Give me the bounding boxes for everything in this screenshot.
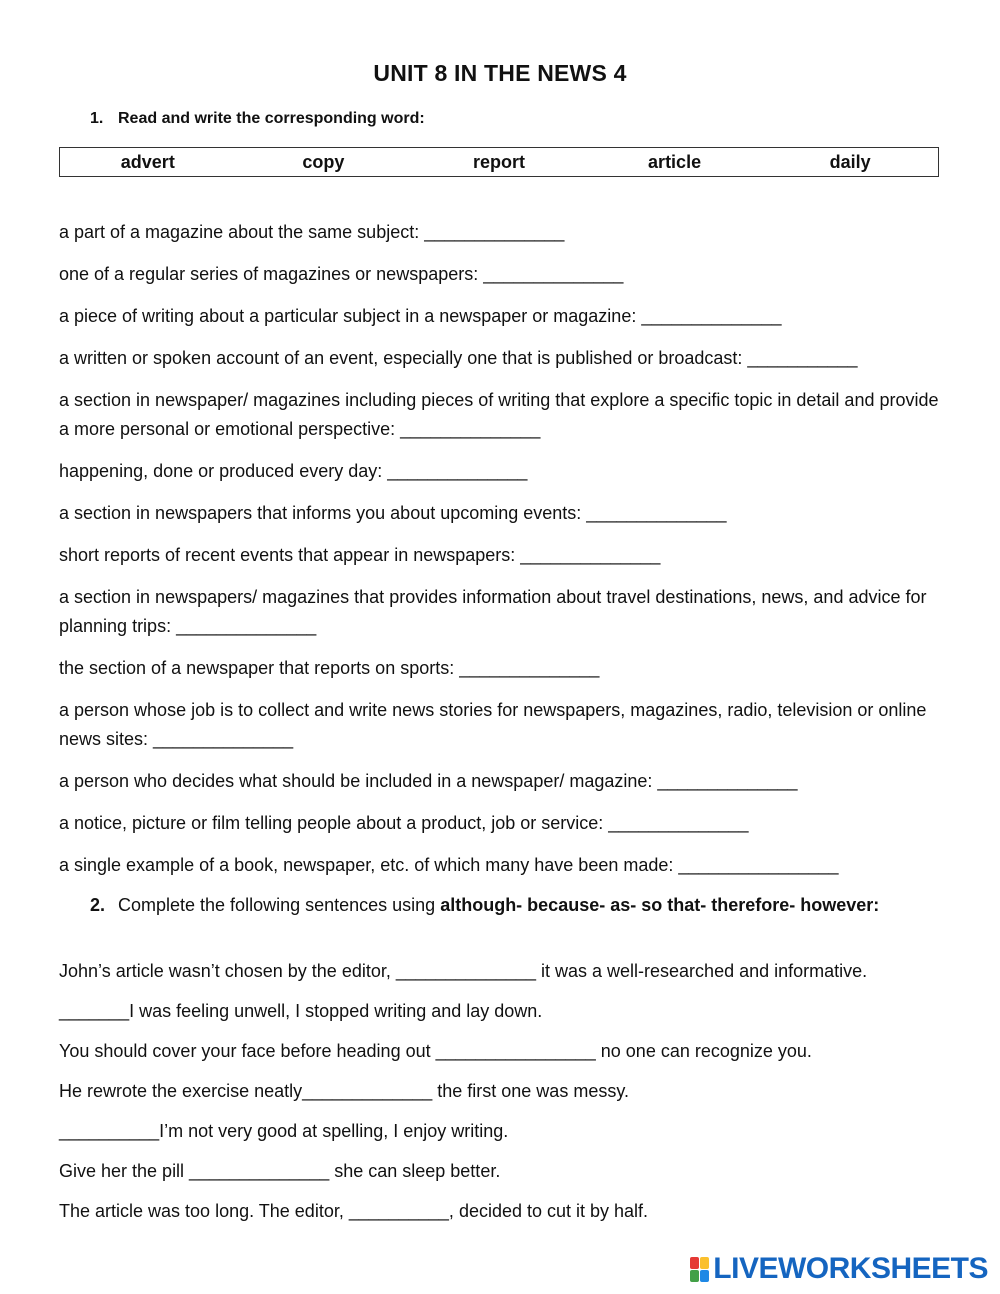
definition-item[interactable]: a notice, picture or film telling people about a product, job or service: ______________: [59, 813, 749, 833]
word-bank-item: article: [648, 151, 702, 172]
section1-number: 1.: [90, 110, 104, 127]
word-bank-item: copy: [302, 151, 345, 172]
sentence-item[interactable]: The article was too long. The editor, __________, decided to cut it by half.: [59, 1201, 649, 1221]
liveworksheets-logo[interactable]: [690, 1252, 988, 1286]
sentences-list: [59, 958, 959, 1238]
definition-item[interactable]: a section in newspapers that informs you about upcoming events: ______________: [59, 503, 727, 523]
liveworksheets-logo-icon: [690, 1257, 709, 1282]
word-bank: [59, 147, 939, 177]
connector-word-list: although- because- as- so that- therefore- however:: [440, 895, 880, 915]
section2-instruction: Complete the following sentences using: [118, 895, 441, 915]
section1-instruction: Read and write the corresponding word:: [118, 110, 425, 127]
sentence-item[interactable]: John’s article wasn’t chosen by the editor, ______________ it was a well-researched and informative.: [59, 961, 868, 981]
word-bank-item: daily: [829, 151, 871, 172]
definition-item[interactable]: short reports of recent events that appear in newspapers: ______________: [59, 545, 661, 565]
word-bank-item: advert: [120, 151, 175, 172]
definitions-list: [59, 218, 939, 893]
word-bank-item: report: [472, 151, 525, 172]
section2-number: 2.: [90, 895, 106, 915]
definition-item[interactable]: a piece of writing about a particular subject in a newspaper or magazine: ______________: [59, 306, 782, 326]
section1-heading: [90, 110, 425, 128]
definition-item[interactable]: a part of a magazine about the same subject: ______________: [59, 222, 565, 242]
definition-item[interactable]: a person whose job is to collect and write news stories for newspapers, magazines, radio, television or online news sites: ______________: [59, 700, 927, 749]
definition-item[interactable]: a section in newspaper/ magazines including pieces of writing that explore a specific topic in detail and provide a more personal or emotional perspective: ______________: [59, 390, 939, 439]
definition-item[interactable]: a single example of a book, newspaper, etc. of which many have been made: ________________: [59, 855, 839, 875]
sentence-item[interactable]: __________I’m not very good at spelling, I enjoy writing.: [59, 1121, 509, 1141]
definition-item[interactable]: happening, done or produced every day: ______________: [59, 461, 528, 481]
definition-item[interactable]: a section in newspapers/ magazines that provides information about travel destinations, news, and advice for planning trips: ______________: [59, 587, 927, 636]
logo-text: LIVEWORKSHEETS: [713, 1252, 988, 1285]
definition-item[interactable]: a person who decides what should be included in a newspaper/ magazine: ______________: [59, 771, 798, 791]
sentence-item[interactable]: You should cover your face before heading out ________________ no one can recognize you.: [59, 1041, 812, 1061]
sentence-item[interactable]: He rewrote the exercise neatly_____________ the first one was messy.: [59, 1081, 629, 1101]
page-title: UNIT 8 IN THE NEWS 4: [373, 60, 627, 86]
sentence-item[interactable]: Give her the pill ______________ she can sleep better.: [59, 1161, 501, 1181]
definition-item[interactable]: one of a regular series of magazines or newspapers: ______________: [59, 264, 624, 284]
definition-item[interactable]: a written or spoken account of an event, especially one that is published or broadcast: ___________: [59, 348, 858, 368]
section2-heading: [90, 892, 890, 919]
sentence-item[interactable]: _______I was feeling unwell, I stopped writing and lay down.: [59, 1001, 543, 1021]
definition-item[interactable]: the section of a newspaper that reports on sports: ______________: [59, 658, 600, 678]
